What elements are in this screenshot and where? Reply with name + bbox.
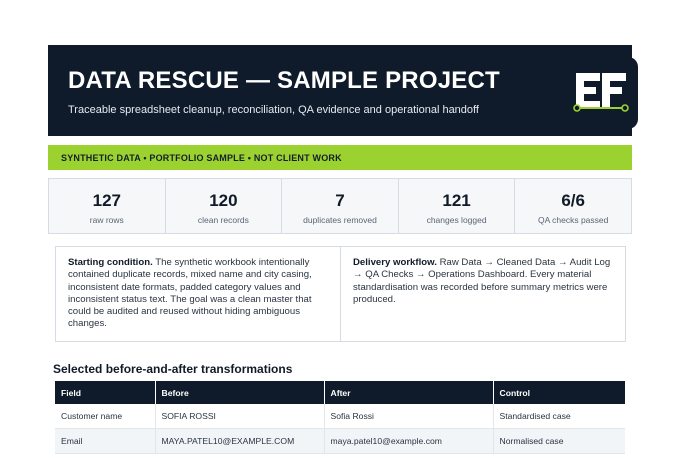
project-notes [55, 246, 626, 342]
table-cell: maya.patel10@example.com [324, 429, 493, 454]
page-subtitle: Traceable spreadsheet cleanup, reconciliation, QA evidence and operational handoff [68, 104, 479, 116]
brand-logo [562, 57, 638, 129]
table-row [55, 404, 625, 429]
column-header-after: After [324, 381, 493, 404]
page-title: DATA RESCUE — SAMPLE PROJECT [68, 67, 500, 94]
stat-value: 6/6 [561, 191, 585, 210]
table-row [55, 429, 625, 454]
stat-duplicates-removed [282, 179, 399, 233]
section-title: Selected before-and-after transformations [53, 362, 293, 376]
table-cell: Sofia Rossi [324, 404, 493, 429]
starting-condition-note [56, 247, 341, 341]
note-heading: Delivery workflow. [353, 257, 437, 268]
stat-raw-rows [49, 179, 166, 233]
stats-bar [48, 178, 632, 234]
stat-label: changes logged [426, 215, 487, 225]
stat-value: 121 [442, 191, 471, 210]
disclaimer-banner [48, 145, 632, 170]
stat-label: duplicates removed [303, 215, 377, 225]
column-header-before: Before [155, 381, 324, 404]
table-cell: Email [55, 429, 155, 454]
project-header [48, 45, 632, 136]
table-cell: Customer name [55, 404, 155, 429]
stat-changes-logged [399, 179, 516, 233]
note-body: The synthetic workbook intentionally contained duplicate records, mixed name and city casing, inconsistent date formats, padded category values and inconsistent status text. The goal was a clean master that could be audited and reused without hiding ambiguous changes. [68, 257, 312, 330]
column-header-field: Field [55, 381, 155, 404]
delivery-workflow-note [341, 247, 625, 341]
stat-value: 120 [209, 191, 238, 210]
stat-value: 127 [92, 191, 121, 210]
table-cell: MAYA.PATEL10@EXAMPLE.COM [155, 429, 324, 454]
disclaimer-text: SYNTHETIC DATA • PORTFOLIO SAMPLE • NOT CLIENT WORK [61, 152, 342, 163]
transformations-table [55, 381, 625, 454]
table-cell: SOFIA ROSSI [155, 404, 324, 429]
table-cell: Normalised case [493, 429, 625, 454]
note-body: Raw Data → Cleaned Data → Audit Log → QA Checks → Operations Dashboard. Every material standardisation was recorded before summary metrics were produced. [353, 257, 611, 305]
stat-label: clean records [197, 215, 249, 225]
stat-label: QA checks passed [537, 215, 609, 225]
table-header-row [55, 381, 625, 404]
column-header-control: Control [493, 381, 625, 404]
stat-clean-records [166, 179, 283, 233]
stat-value: 7 [335, 191, 345, 210]
note-heading: Starting condition. [68, 257, 153, 268]
stat-qa-checks [515, 179, 631, 233]
table-cell: Standardised case [493, 404, 625, 429]
stat-label: raw rows [89, 215, 124, 225]
